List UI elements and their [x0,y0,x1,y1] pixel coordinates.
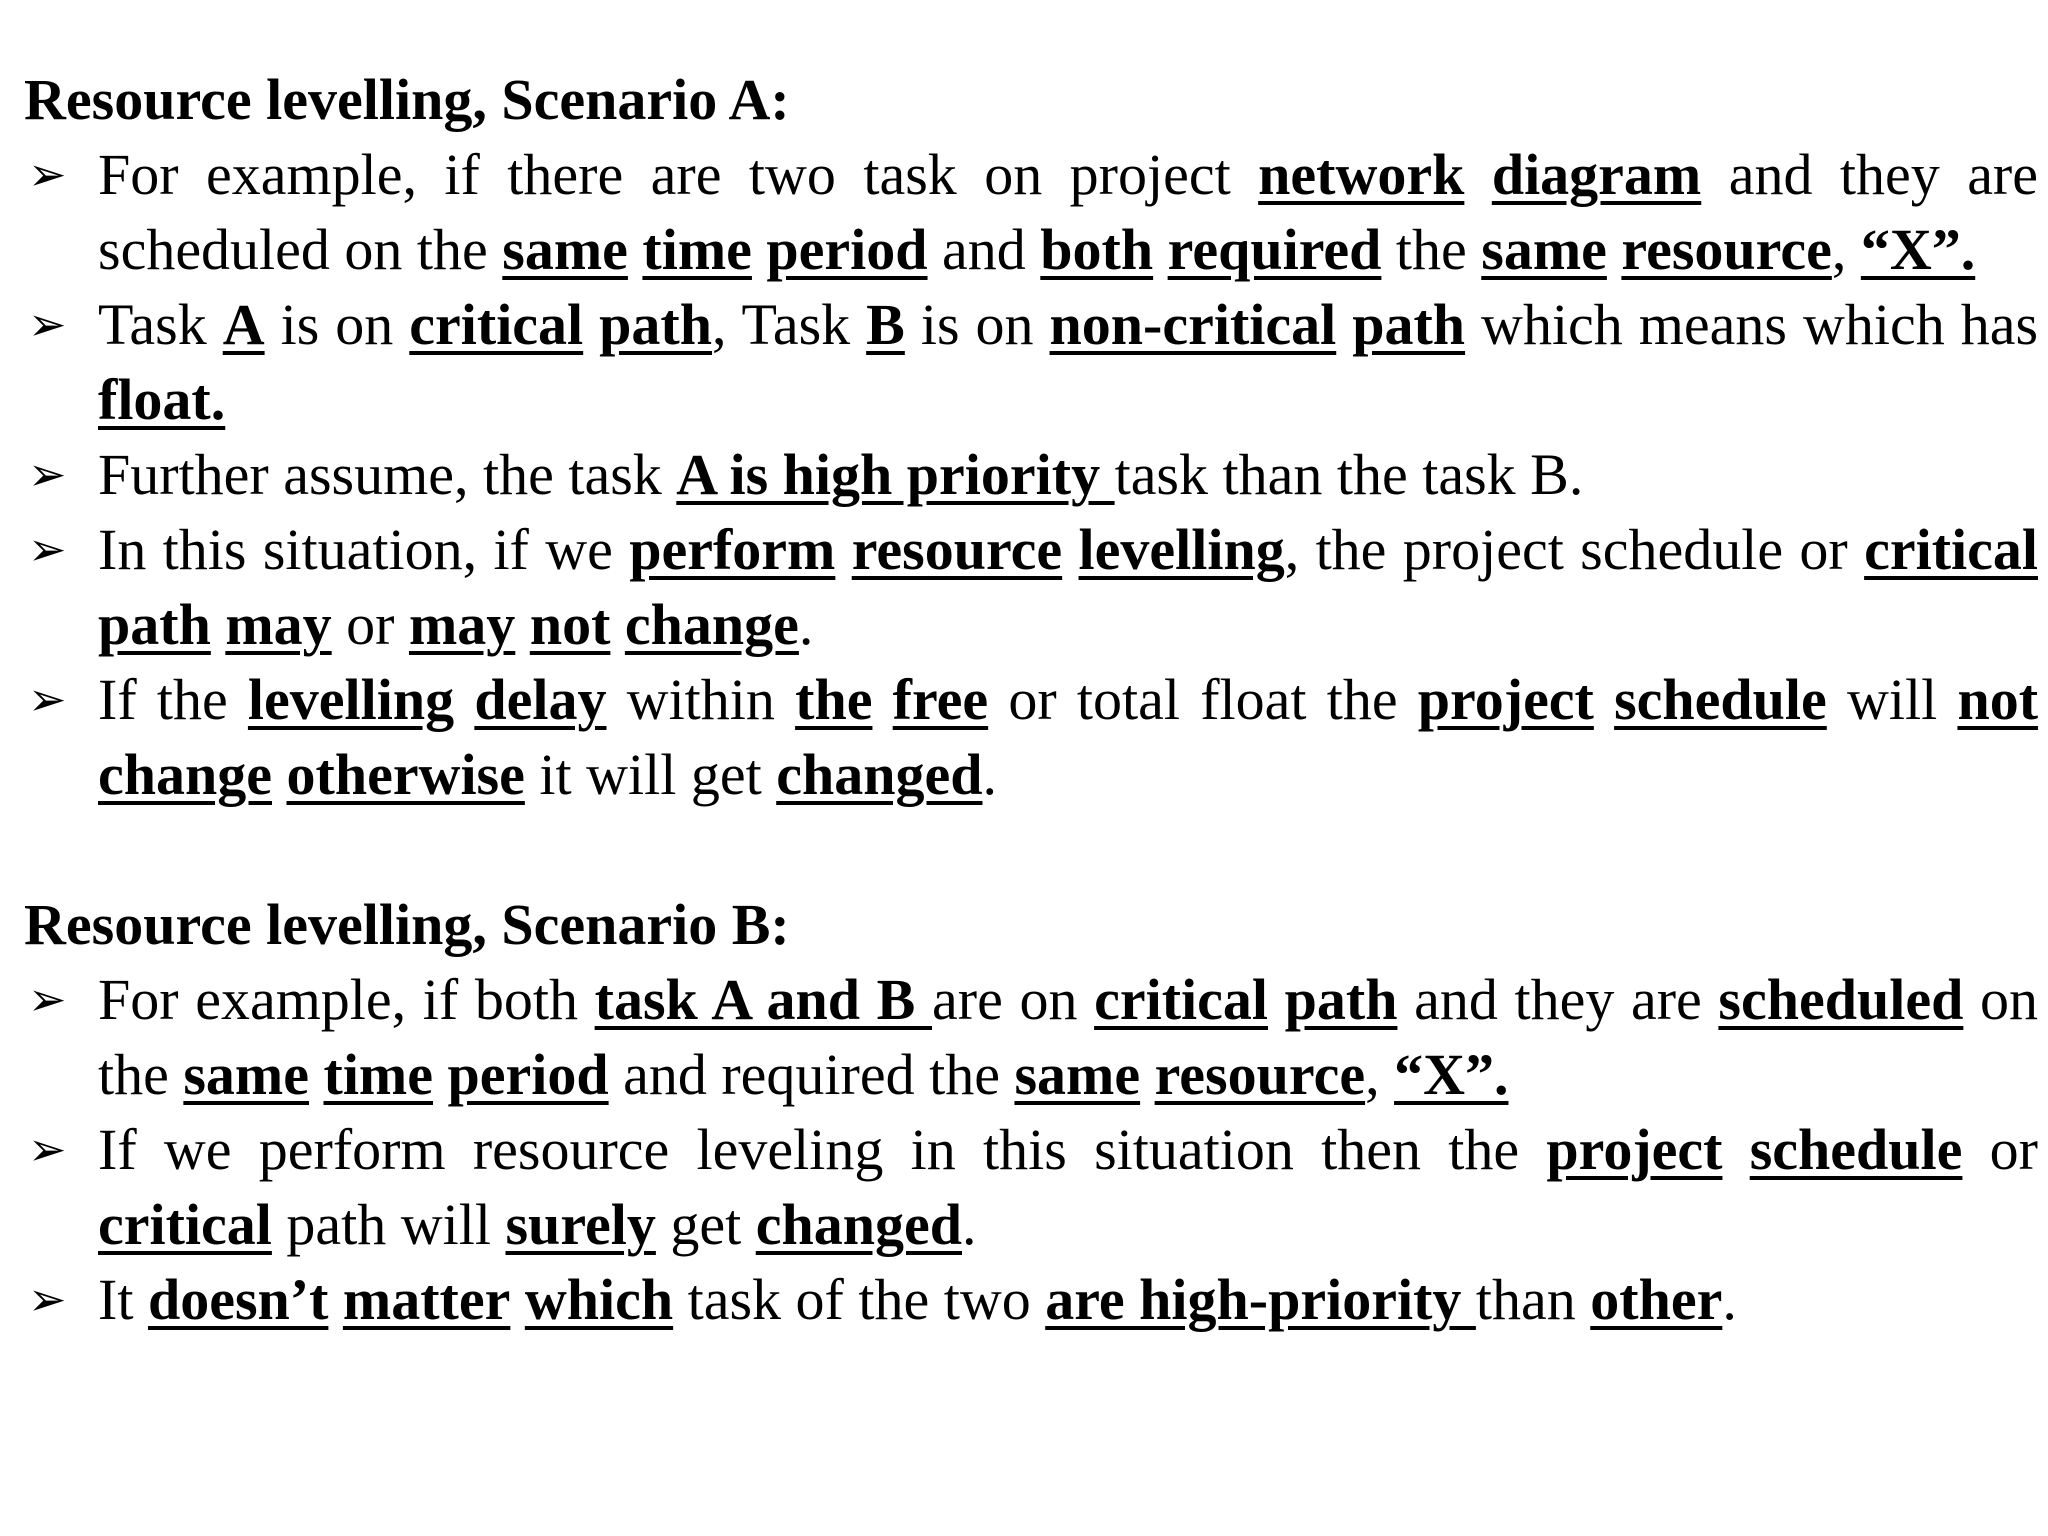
text-run: , the project schedule or [1284,517,1865,582]
text-run: . [1722,1267,1737,1332]
bullet-item [24,287,2038,437]
emphasized-term: critical [98,1192,272,1257]
emphasized-term: task A and B [594,967,933,1032]
arrow-bullet-icon: ➢ [28,1122,67,1176]
emphasized-term: other [1590,1267,1723,1332]
emphasized-term: time [642,217,752,282]
emphasized-term: diagram [1491,142,1702,207]
text-run [515,592,530,657]
text-run: get [655,1192,756,1257]
emphasized-term: may [225,592,332,657]
bullet-item [24,1262,2038,1337]
text-run: If we perform resource leveling in this situation then the [98,1117,1547,1182]
emphasized-term: “X”. [1394,1042,1509,1107]
emphasized-term: period [766,217,928,282]
text-run: than [1475,1267,1591,1332]
text-run: which means which has [1465,292,2039,357]
emphasized-term: “X”. [1860,217,1976,282]
emphasized-term: free [892,667,989,732]
emphasized-term: changed [776,742,983,807]
emphasized-term: perform [629,517,836,582]
text-run [1607,217,1622,282]
text-run: path will [271,1192,506,1257]
emphasized-term: critical [1094,967,1268,1032]
text-run: It [98,1267,148,1332]
emphasized-term: path [599,292,712,357]
emphasized-term: project [1417,667,1594,732]
bullet-text [98,1267,1737,1332]
emphasized-term: are high-priority [1045,1267,1476,1332]
text-run: or [1962,1117,2038,1182]
emphasized-term: same [183,1042,309,1107]
text-run [583,292,599,357]
text-run [752,217,767,282]
text-run: . [798,592,814,657]
text-run: are on [932,967,1095,1032]
emphasized-term: resource [851,517,1063,582]
scenario-a-bullet-list [24,137,2038,812]
text-run: Further assume, the task [98,442,677,507]
bullet-item [24,1112,2038,1262]
text-run: , [1831,217,1861,282]
emphasized-term: otherwise [286,742,525,807]
text-run [1062,517,1078,582]
text-run: task than the task B. [1114,442,1584,507]
text-run [433,1042,448,1107]
text-run [1722,1117,1749,1182]
text-run [610,592,625,657]
arrow-bullet-icon: ➢ [28,297,67,351]
emphasized-term: not [1957,667,2039,732]
emphasized-term: levelling [247,667,455,732]
text-run [872,667,892,732]
emphasized-term: float. [98,367,226,432]
emphasized-term: changed [755,1192,962,1257]
bullet-text [98,442,1583,507]
text-run: For example, if there are two task on project [98,142,1259,207]
emphasized-term: both [1040,217,1154,282]
emphasized-term: project [1546,1117,1723,1182]
scenario-b-bullet-list [24,962,2038,1337]
text-run: and [927,217,1041,282]
arrow-bullet-icon: ➢ [28,1272,67,1326]
emphasized-term: scheduled [1718,967,1964,1032]
emphasized-term: which [524,1267,674,1332]
emphasized-term: same [1014,1042,1141,1107]
scenario-b-heading: Resource levelling, Scenario B: [24,892,790,957]
emphasized-term: doesn’t [147,1267,329,1332]
scenario-a-heading: Resource levelling, Scenario A: [24,67,790,132]
bullet-item [24,662,2038,812]
text-run: it will get [524,742,777,807]
emphasized-term: schedule [1614,667,1827,732]
arrow-bullet-icon: ➢ [28,672,67,726]
emphasized-term: path [1284,967,1398,1032]
emphasized-term: A [222,292,265,357]
emphasized-term: period [447,1042,609,1107]
text-run [1464,142,1491,207]
emphasized-term: the [795,667,873,732]
text-run [1336,292,1352,357]
bullet-item [24,437,2038,512]
text-run: and required the [608,1042,1015,1107]
text-run: and they are scheduled on the [98,142,2038,282]
text-run: the [1381,217,1482,282]
text-run: , [1365,1042,1395,1107]
emphasized-term: resource [1621,217,1832,282]
emphasized-term: schedule [1749,1117,1963,1182]
emphasized-term: change [98,742,272,807]
text-run: For example, if both [98,967,595,1032]
text-run [510,1267,525,1332]
text-run: within [606,667,796,732]
text-run [328,1267,343,1332]
emphasized-term: non-critical [1049,292,1337,357]
emphasized-term: surely [505,1192,656,1257]
text-run: If the [98,667,248,732]
bullet-item [24,962,2038,1112]
text-run [628,217,643,282]
bullet-text [98,292,2038,432]
emphasized-term: path [1352,292,1466,357]
text-run: or [331,592,409,657]
bullet-item [24,512,2038,662]
emphasized-term: B [866,292,905,357]
text-run [309,1042,324,1107]
section-spacer [24,812,2038,887]
emphasized-term: same [1481,217,1607,282]
emphasized-term: change [624,592,799,657]
emphasized-term: time [323,1042,433,1107]
arrow-bullet-icon: ➢ [28,447,67,501]
text-run: . [962,1192,977,1257]
text-run: or total float the [988,667,1418,732]
text-run: will [1826,667,1958,732]
emphasized-term: path [98,592,211,657]
emphasized-term: delay [474,667,607,732]
text-run: , Task [712,292,867,357]
emphasized-term: network [1258,142,1465,207]
text-run: Task [98,292,223,357]
emphasized-term: not [529,592,611,657]
emphasized-term: may [408,592,516,657]
bullet-text [98,517,2038,657]
text-run [1594,667,1614,732]
bullet-text [98,1117,2038,1257]
text-run: . [982,742,997,807]
bullet-text [98,967,2038,1107]
emphasized-term: resource [1154,1042,1366,1107]
emphasized-term: A is high priority [676,442,1115,507]
text-run: and they are [1397,967,1719,1032]
emphasized-term: required [1167,217,1382,282]
text-run [454,667,474,732]
text-run [272,742,287,807]
bullet-item [24,137,2038,287]
text-run: In this situation, if we [98,517,630,582]
emphasized-term: same [502,217,628,282]
text-run: task of the two [673,1267,1046,1332]
text-run [211,592,226,657]
text-run [1153,217,1168,282]
emphasized-term: levelling [1078,517,1285,582]
arrow-bullet-icon: ➢ [28,147,67,201]
bullet-text [98,142,2038,282]
text-run [1140,1042,1155,1107]
document-page [24,62,2038,1337]
arrow-bullet-icon: ➢ [28,972,67,1026]
text-run: is on [264,292,410,357]
text-run: is on [904,292,1050,357]
text-run [835,517,851,582]
bullet-text [98,667,2038,807]
text-run: on the [98,967,2038,1107]
emphasized-term: critical [409,292,584,357]
arrow-bullet-icon: ➢ [28,522,67,576]
emphasized-term: matter [342,1267,511,1332]
emphasized-term: critical [1864,517,2038,582]
text-run [1268,967,1285,1032]
